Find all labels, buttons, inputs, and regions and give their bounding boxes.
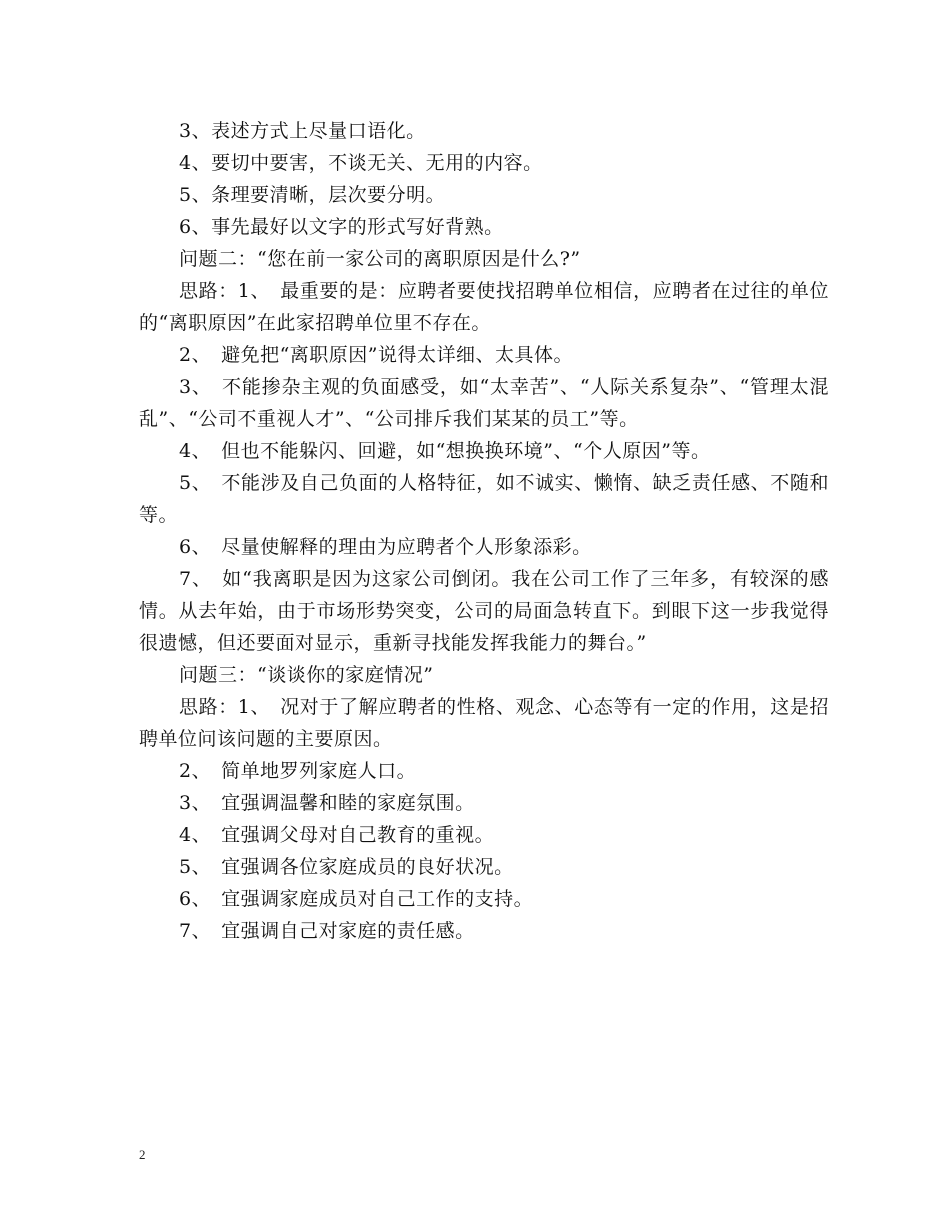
paragraph: 7、 如“我离职是因为这家公司倒闭。我在公司工作了三年多，有较深的感情。从去年始，由于市场形势突变，公司的局面急转直下。到眼下这一步我觉得很遗憾，但还要面对显示，重新寻找能发挥我能力的舞台。” — [139, 568, 829, 654]
paragraph: 3、 宜强调温馨和睦的家庭氛围。 — [179, 792, 475, 814]
paragraph: 思路：1、 况对于了解应聘者的性格、观念、心态等有一定的作用，这是招聘单位问该问题的主要原因。 — [139, 696, 829, 750]
paragraph: 2、 避免把“离职原因”说得太详细、太具体。 — [179, 344, 574, 366]
page-number: 2 — [139, 1147, 146, 1162]
paragraph: 4、要切中要害，不谈无关、无用的内容。 — [179, 152, 543, 174]
paragraph: 3、表述方式上尽量口语化。 — [179, 120, 426, 142]
paragraph: 思路：1、 最重要的是：应聘者要使找招聘单位相信，应聘者在过往的单位的“离职原因”在此家招聘单位里不存在。 — [139, 280, 829, 334]
paragraph: 5、条理要清晰，层次要分明。 — [179, 184, 446, 206]
paragraph: 7、 宜强调自己对家庭的责任感。 — [179, 920, 475, 942]
question-heading: 问题三：“谈谈你的家庭情况” — [179, 664, 434, 686]
paragraph: 3、 不能掺杂主观的负面感受，如“太幸苦”、“人际关系复杂”、“管理太混乱”、“公司不重视人才”、“公司排斥我们某某的员工”等。 — [139, 376, 829, 430]
paragraph: 6、事先最好以文字的形式写好背熟。 — [179, 216, 504, 238]
paragraph: 6、 宜强调家庭成员对自己工作的支持。 — [179, 888, 534, 910]
paragraph: 4、 但也不能躲闪、回避，如“想换换环境”、“个人原因”等。 — [179, 440, 711, 462]
paragraph: 2、 简单地罗列家庭人口。 — [179, 760, 417, 782]
body-text — [139, 115, 829, 947]
paragraph: 4、 宜强调父母对自己教育的重视。 — [179, 824, 495, 846]
paragraph: 5、 不能涉及自己负面的人格特征，如不诚实、懒惰、缺乏责任感、不随和等。 — [139, 472, 829, 526]
paragraph: 6、 尽量使解释的理由为应聘者个人形象添彩。 — [179, 536, 592, 558]
paragraph: 5、 宜强调各位家庭成员的良好状况。 — [179, 856, 514, 878]
question-heading: 问题二：“您在前一家公司的离职原因是什么?” — [179, 248, 581, 270]
